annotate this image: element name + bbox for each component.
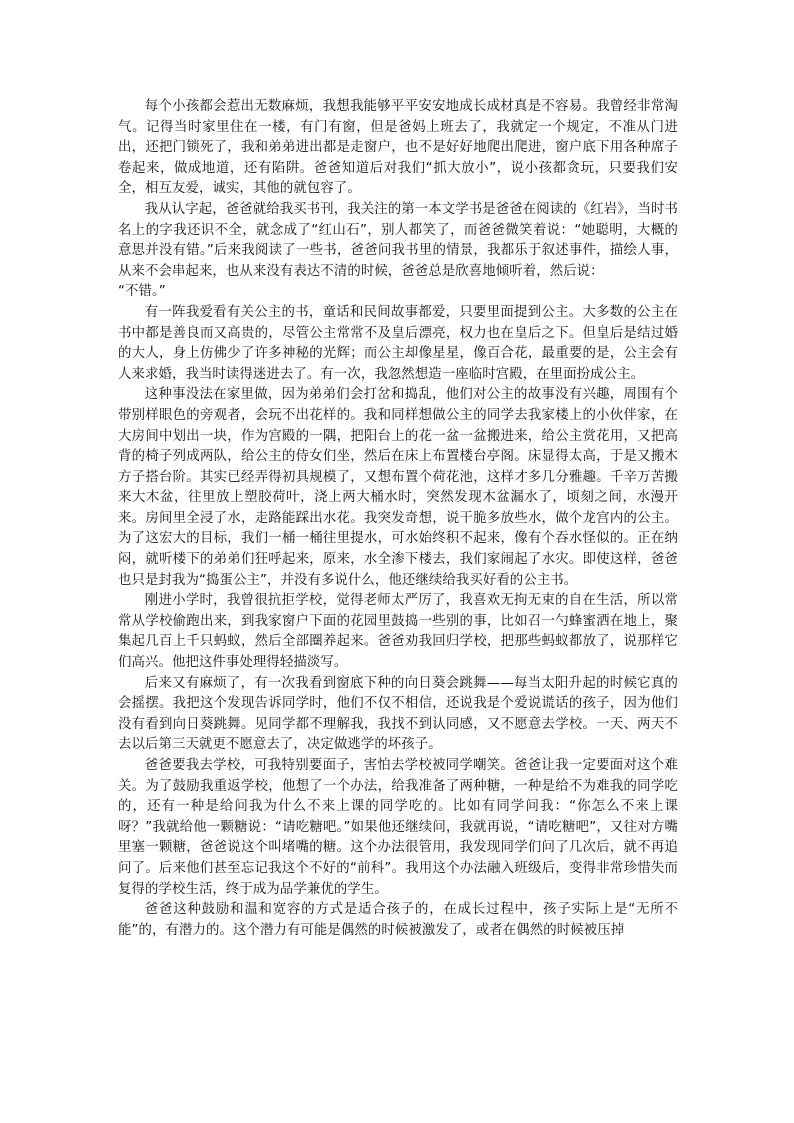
paragraph-naughty-childhood: 每个小孩都会惹出无数麻烦，我想我能够平平安安地成长成材真是不容易。我曾经非常淘气。记得当时家里住在一楼，有门有窗，但是爸妈上班去了，我就定一个规定，不准从门进出，还把门锁死了，我和弟弟进出都是走窗户，也不是好好地爬出爬进，窗户底下用各种席子卷起来，做成地道，还有陷阱。爸爸知道后对我们“抓大放小”，说小孩都贪玩，只要我们安全，相互友爱，诚实，其他的就包容了。 bbox=[118, 99, 678, 197]
paragraph-candy-method: 爸爸要我去学校，可我特别要面子，害怕去学校被同学嘲笑。爸爸让我一定要面对这个难关。为了鼓励我重返学校，他想了一个办法，给我准备了两种糖，一种是给不为难我的同学吃的，还有一种是给问我为什么不来上课的同学吃的。比如有同学问我：“你怎么不来上课呀？”我就给他一颗糖说：“请吃糖吧。”如果他还继续问，我就再说，“请吃糖吧”，又往对方嘴里塞一颗糖，爸爸说这个叫堵嘴的糖。这个办法很管用，我发现同学们问了几次后，就不再追问了。后来他们甚至忘记我这个不好的“前科”。我用这个办法融入班级后，变得非常珍惜失而复得的学校生活，终于成为品学兼优的学生。 bbox=[118, 758, 678, 897]
paragraph-sunflower-dance: 后来又有麻烦了，有一次我看到窗底下种的向日葵会跳舞——每当太阳升起的时候它真的会摇摆。我把这个发现告诉同学时，他们不仅不相信，还说我是个爱说谎话的孩子，因为他们没有看到向日葵跳舞。见同学都不理解我，我找不到认同感，又不愿意去学校。一天、两天不去以后第三天就更不愿意去了，决定做逃学的坏孩子。 bbox=[118, 675, 678, 753]
paragraph-encouragement: 爸爸这种鼓励和温和宽容的方式是适合孩子的，在成长过程中，孩子实际上是“无所不能”的，有潜力的。这个潜力有可能是偶然的时候被激发了，或者在偶然的时候被压掉 bbox=[118, 902, 678, 938]
document-page bbox=[118, 97, 678, 941]
paragraph-not-bad-quote: “不错。” bbox=[118, 284, 166, 300]
paragraph-palace-flood: 这种事没法在家里做，因为弟弟们会打岔和捣乱，他们对公主的故事没有兴趣，周围有个带别样眼色的旁观者，会玩不出花样的。我和同样想做公主的同学去我家楼上的小伙伴家，在大房间中划出一块，作为宫殿的一隅，把阳台上的花一盆一盆搬进来，给公主赏花用，又把高背的椅子列成两队，给公主的侍女们坐，然后在床上布置楼台亭阁。床显得太高，于是又搬木方子搭台阶。其实已经弄得初具规模了，又想布置个荷花池，这样才多几分雅趣。千辛万苦搬来大木盆，往里放上塑胶荷叶，浇上两大桶水时，突然发现木盆漏水了，顷刻之间，水漫开来。房间里全浸了水，走路能踩出水花。我突发奇想，说干脆多放些水，做个龙宫内的公主。为了这宏大的目标，我们一桶一桶往里提水，可水始终积不起来，像有个吞水怪似的。正在纳闷，就听楼下的弟弟们狂呼起来，原来，水全渗下楼去，我们家闹起了水灾。即使这样，爸爸也只是封我为“捣蛋公主”，并没有多说什么，他还继续给我买好看的公主书。 bbox=[118, 387, 678, 588]
paragraph-ants-garden: 刚进小学时，我曾很抗拒学校，觉得老师太严厉了，我喜欢无拘无束的自在生活，所以常常从学校偷跑出来，到我家窗户下面的花园里鼓捣一些别的事，比如召一勺蜂蜜洒在地上，聚集起几百上千只蚂蚁，然后全部圈养起来。爸爸劝我回归学校，把那些蚂蚁都放了，说那样它们高兴。他把这件事处理得轻描淡写。 bbox=[118, 593, 678, 671]
paragraph-reading-hongyan: 我从认字起，爸爸就给我买书刊，我关注的第一本文学书是爸爸在阅读的《红岩》，当时书名上的字我还识不全，就念成了“红山石”，别人都笑了，而爸爸微笑着说：“她聪明，大概的意思并没有错。”后来我阅读了一些书，爸爸问我书里的情景，我都乐于叙述事件，描绘人事，从来不会串起来，也从来没有表达不清的时候，爸爸总是欣喜地倾听着，然后说： bbox=[118, 201, 678, 279]
paragraph-princess-books: 有一阵我爱看有关公主的书，童话和民间故事都爱，只要里面提到公主。大多数的公主在书中都是善良而又高贵的，尽管公主常常不及皇后漂亮，权力也在皇后之下。但皇后是结过婚的大人，身上仿佛少了许多神秘的光辉；而公主却像星星，像百合花，最重要的是，公主会有人来求婚，我当时读得迷进去了。有一次，我忽然想造一座临时宫殿，在里面扮成公主。 bbox=[118, 304, 678, 382]
